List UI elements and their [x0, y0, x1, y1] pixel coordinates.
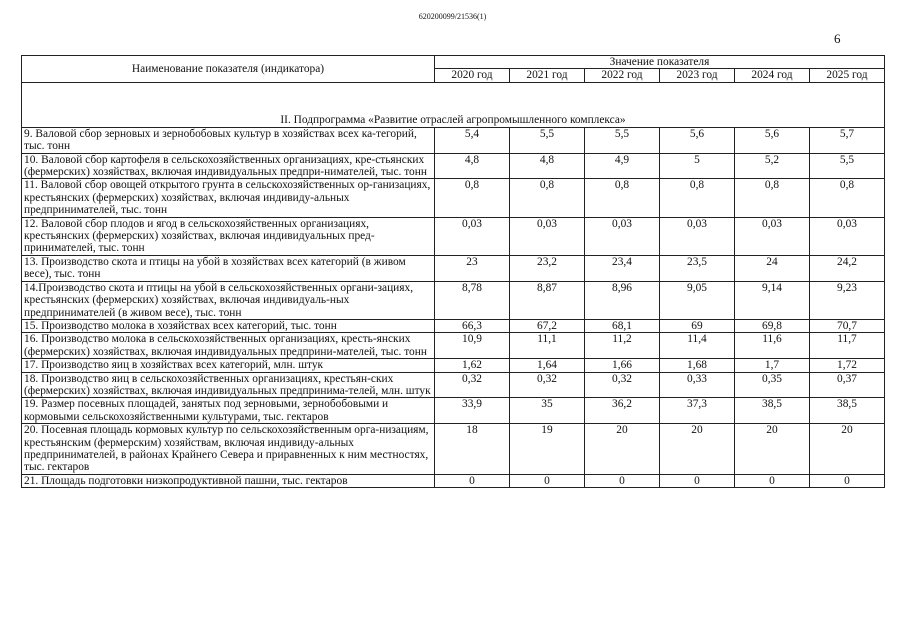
indicator-value: 0 [435, 474, 510, 487]
indicator-value: 20 [585, 424, 660, 475]
indicator-value: 0,32 [585, 372, 660, 398]
indicator-value: 23 [435, 255, 510, 281]
indicator-value: 8,78 [435, 281, 510, 319]
indicator-name: 9. Валовой сбор зерновых и зернобобовых культур в хозяйствах всех ка-тегорий, тыс. тонн [22, 127, 435, 153]
indicator-value: 38,5 [810, 398, 885, 424]
section-title: II. Подпрограмма «Развитие отраслей агропромышленного комплекса» [22, 82, 885, 127]
indicator-value: 1,72 [810, 359, 885, 372]
table-row [22, 153, 885, 179]
indicator-value: 18 [435, 424, 510, 475]
indicator-name: 19. Размер посевных площадей, занятых под зерновыми, зернобобовыми и кормовыми сельскохозяйственными культурами, тыс. гектаров [22, 398, 435, 424]
table-row [22, 255, 885, 281]
indicator-value: 11,1 [510, 333, 585, 359]
indicator-value: 23,5 [660, 255, 735, 281]
indicator-value: 68,1 [585, 319, 660, 332]
header-row-1 [22, 56, 885, 69]
indicator-value: 67,2 [510, 319, 585, 332]
indicator-name: 16. Производство молока в сельскохозяйственных организациях, кресть-янских (фермерских) хозяйствах, включая индивидуальных предприни-мателей, тыс. тонн [22, 333, 435, 359]
table-row [22, 398, 885, 424]
indicator-value: 1,66 [585, 359, 660, 372]
indicator-value: 37,3 [660, 398, 735, 424]
indicator-value: 38,5 [735, 398, 810, 424]
table-row [22, 372, 885, 398]
indicator-name: 13. Производство скота и птицы на убой в хозяйствах всех категорий (в живом весе), тыс. тонн [22, 255, 435, 281]
indicator-value: 0,35 [735, 372, 810, 398]
indicator-value: 4,8 [510, 153, 585, 179]
indicator-value: 24,2 [810, 255, 885, 281]
indicator-value: 0,03 [735, 217, 810, 255]
indicator-value: 0,8 [585, 179, 660, 217]
indicator-name: 14.Производство скота и птицы на убой в сельскохозяйственных органи-зациях, крестьянских (фермерских) хозяйствах, включая индивидуаль-ных предпринимателей (в живом весе), тыс. тонн [22, 281, 435, 319]
indicator-value: 5,4 [435, 127, 510, 153]
indicator-value: 0,03 [810, 217, 885, 255]
indicator-value: 9,14 [735, 281, 810, 319]
year-header-2021: 2021 год [510, 69, 585, 82]
indicator-value: 1,7 [735, 359, 810, 372]
indicator-value: 0 [585, 474, 660, 487]
table-row [22, 359, 885, 372]
indicator-value: 0,03 [660, 217, 735, 255]
indicator-value: 11,7 [810, 333, 885, 359]
indicator-value: 0 [735, 474, 810, 487]
table-row [22, 127, 885, 153]
year-header-2022: 2022 год [585, 69, 660, 82]
indicator-value: 66,3 [435, 319, 510, 332]
indicator-value: 0,03 [435, 217, 510, 255]
indicator-value: 9,05 [660, 281, 735, 319]
indicator-value: 23,2 [510, 255, 585, 281]
indicators-table [21, 55, 885, 488]
year-header-2025: 2025 год [810, 69, 885, 82]
indicator-value: 0,32 [510, 372, 585, 398]
indicator-value: 9,23 [810, 281, 885, 319]
indicator-value: 4,9 [585, 153, 660, 179]
indicator-value: 0,33 [660, 372, 735, 398]
section-row [22, 82, 885, 127]
table-row [22, 319, 885, 332]
indicator-name: 20. Посевная площадь кормовых культур по сельскохозяйственным орга-низациям, крестьянским (фермерским) хозяйствам, включая индивиду-альных предпринимателей, в районах Крайнего Севера и приравненных к ним местностях, тыс. гектаров [22, 424, 435, 475]
table-row [22, 333, 885, 359]
indicator-value: 10,9 [435, 333, 510, 359]
indicator-value: 0,8 [810, 179, 885, 217]
indicator-value: 8,87 [510, 281, 585, 319]
indicator-value: 0 [810, 474, 885, 487]
indicator-value: 11,2 [585, 333, 660, 359]
table-row [22, 281, 885, 319]
indicator-value: 20 [660, 424, 735, 475]
indicator-value: 69 [660, 319, 735, 332]
indicator-value: 0,03 [585, 217, 660, 255]
indicator-value: 8,96 [585, 281, 660, 319]
indicator-value: 35 [510, 398, 585, 424]
indicator-name: 11. Валовой сбор овощей открытого грунта в сельскохозяйственных ор-ганизациях, крестьянских (фермерских) хозяйствах, включая индивиду-альных предпринимателей, тыс. тонн [22, 179, 435, 217]
indicator-value: 5,7 [810, 127, 885, 153]
indicator-value: 0,8 [735, 179, 810, 217]
indicator-value: 24 [735, 255, 810, 281]
table-row [22, 217, 885, 255]
indicator-name: 12. Валовой сбор плодов и ягод в сельскохозяйственных организациях, крестьянских (фермерских) хозяйствах, включая индивидуальных пред-принимателей, тыс. тонн [22, 217, 435, 255]
indicator-value: 70,7 [810, 319, 885, 332]
indicator-value: 5,5 [510, 127, 585, 153]
indicator-name: 10. Валовой сбор картофеля в сельскохозяйственных организациях, кре-стьянских (фермерских) хозяйствах, включая индивидуальных предпри-нимателей, тыс. тонн [22, 153, 435, 179]
indicator-value: 4,8 [435, 153, 510, 179]
table-row [22, 179, 885, 217]
indicator-value: 0,8 [660, 179, 735, 217]
indicator-name: 18. Производство яиц в сельскохозяйственных организациях, крестьян-ских (фермерских) хозяйствах, включая индивидуальных предпринима-телей, млн. штук [22, 372, 435, 398]
indicator-value: 5 [660, 153, 735, 179]
indicator-value: 19 [510, 424, 585, 475]
document-id: 620200099/21536(1) [418, 12, 487, 21]
indicator-value: 5,2 [735, 153, 810, 179]
indicator-value: 1,62 [435, 359, 510, 372]
indicator-value: 1,68 [660, 359, 735, 372]
page-number: 6 [834, 31, 841, 46]
indicator-value: 23,4 [585, 255, 660, 281]
table-row [22, 424, 885, 475]
indicator-name: 15. Производство молока в хозяйствах всех категорий, тыс. тонн [22, 319, 435, 332]
year-header-2024: 2024 год [735, 69, 810, 82]
indicator-value: 0,32 [435, 372, 510, 398]
indicator-value: 1,64 [510, 359, 585, 372]
indicator-value: 5,6 [660, 127, 735, 153]
indicator-value: 0 [510, 474, 585, 487]
indicator-value: 36,2 [585, 398, 660, 424]
indicator-name: 17. Производство яиц в хозяйствах всех категорий, млн. штук [22, 359, 435, 372]
indicator-value: 0 [660, 474, 735, 487]
indicator-value: 5,5 [810, 153, 885, 179]
indicator-value: 11,6 [735, 333, 810, 359]
indicator-value: 0,8 [435, 179, 510, 217]
value-column-header: Значение показателя [435, 56, 885, 69]
indicator-value: 20 [735, 424, 810, 475]
indicator-value: 20 [810, 424, 885, 475]
year-header-2020: 2020 год [435, 69, 510, 82]
indicator-value: 69,8 [735, 319, 810, 332]
indicator-value: 5,6 [735, 127, 810, 153]
table-row [22, 474, 885, 487]
indicator-column-header: Наименование показателя (индикатора) [22, 56, 435, 83]
year-header-2023: 2023 год [660, 69, 735, 82]
indicator-value: 11,4 [660, 333, 735, 359]
indicator-value: 0,03 [510, 217, 585, 255]
indicator-value: 33,9 [435, 398, 510, 424]
indicator-value: 5,5 [585, 127, 660, 153]
indicator-name: 21. Площадь подготовки низкопродуктивной пашни, тыс. гектаров [22, 474, 435, 487]
indicator-value: 0,37 [810, 372, 885, 398]
indicator-value: 0,8 [510, 179, 585, 217]
